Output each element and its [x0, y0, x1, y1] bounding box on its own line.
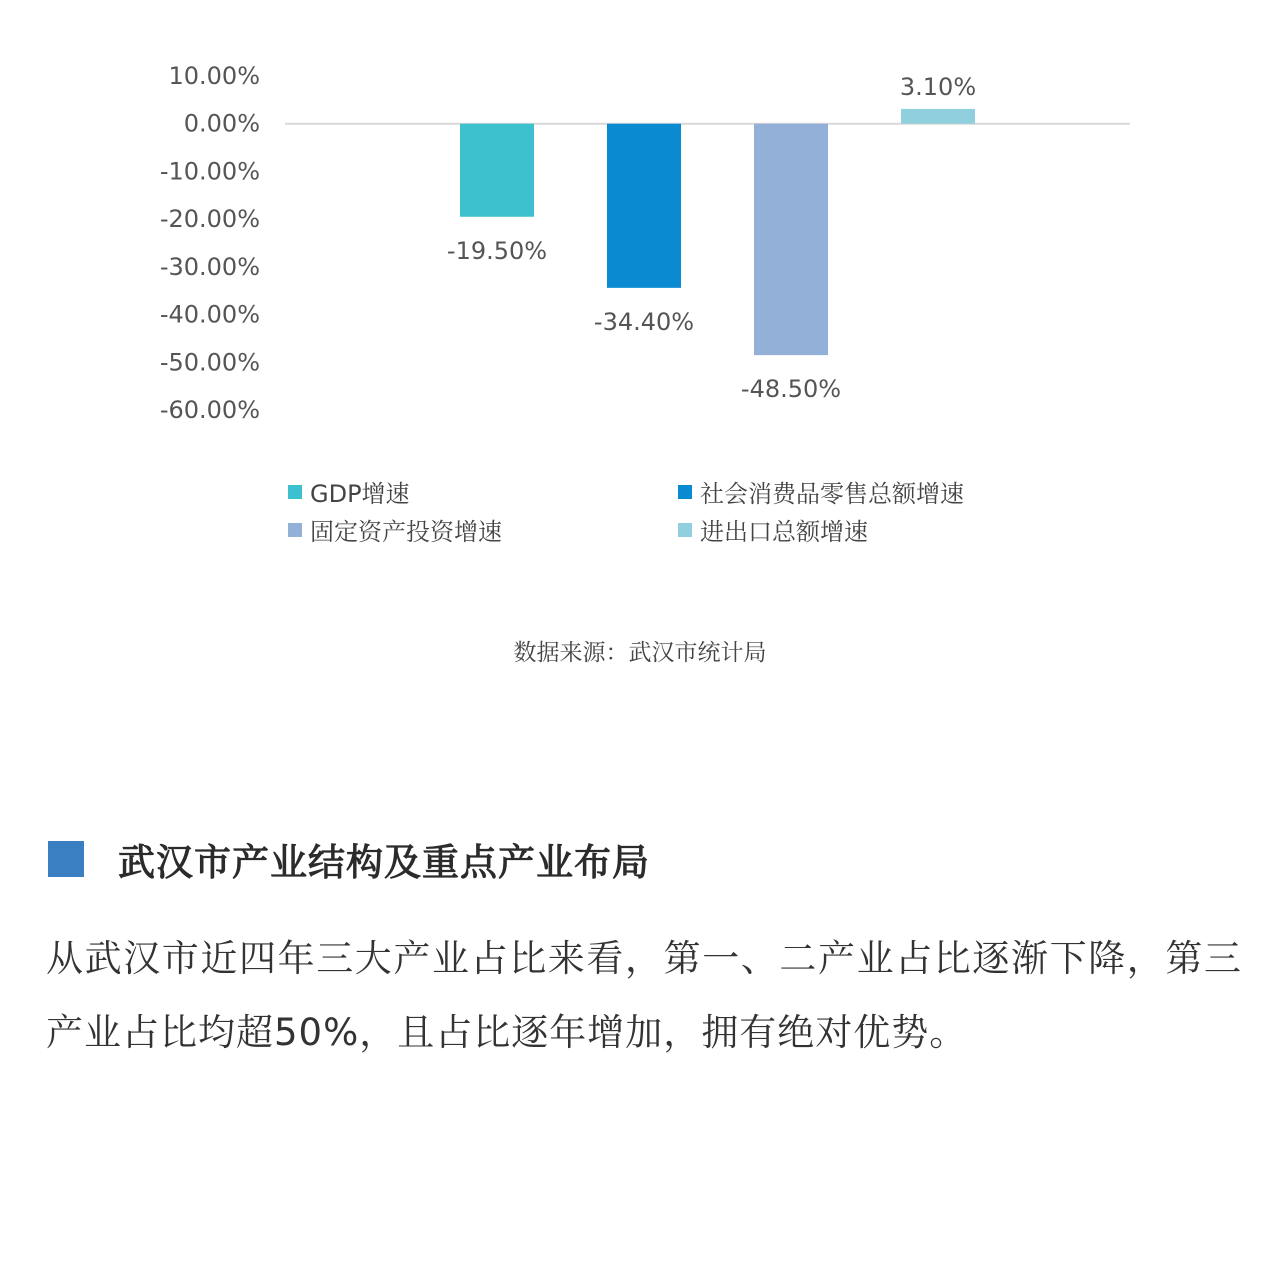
section-title: 武汉市产业结构及重点产业布局	[118, 841, 650, 884]
bar	[460, 124, 534, 217]
y-tick-label: -60.00%	[159, 396, 260, 424]
y-tick-label: 0.00%	[183, 109, 260, 138]
legend-label: 社会消费品零售总额增速	[700, 480, 964, 508]
legend-item-retail	[678, 474, 964, 509]
legend-item-gdp	[288, 474, 410, 509]
legend-item-trade	[678, 512, 868, 547]
legend-swatch	[678, 523, 692, 537]
legend-label: GDP增速	[310, 480, 410, 508]
legend-swatch	[678, 485, 692, 499]
bar-chart	[0, 0, 1280, 440]
legend-label: 固定资产投资增速	[310, 518, 502, 546]
y-tick-label: -50.00%	[159, 348, 260, 377]
section-marker-square	[48, 841, 84, 877]
body-paragraph: 从武汉市近四年三大产业占比来看，第一、二产业占比逐渐下降，第三产业占比均超50%，且占比逐年增加，拥有绝对优势。	[46, 937, 1242, 1054]
data-source-note: 数据来源：武汉市统计局	[513, 640, 767, 666]
bars-group	[460, 109, 975, 355]
legend-label: 进出口总额增速	[700, 518, 868, 546]
y-tick-label: -20.00%	[159, 205, 260, 234]
y-tick-label: -10.00%	[159, 157, 260, 186]
data-labels-group	[447, 73, 976, 403]
y-tick-label: -40.00%	[159, 300, 260, 329]
bar	[901, 109, 975, 124]
y-tick-label: -30.00%	[159, 252, 260, 281]
y-tick-label: 10.00%	[168, 62, 260, 90]
bar-value-label: -48.50%	[740, 375, 842, 404]
y-axis-tick-labels	[160, 62, 260, 424]
bar-value-label: -34.40%	[593, 307, 695, 336]
bar-value-label: 3.10%	[899, 72, 977, 101]
bar	[754, 124, 828, 355]
legend-swatch	[288, 523, 302, 537]
legend-item-investment	[288, 512, 502, 547]
bar-value-label: -19.50%	[446, 236, 548, 265]
section-header	[48, 832, 650, 886]
bar	[607, 124, 681, 288]
legend-swatch	[288, 485, 302, 499]
